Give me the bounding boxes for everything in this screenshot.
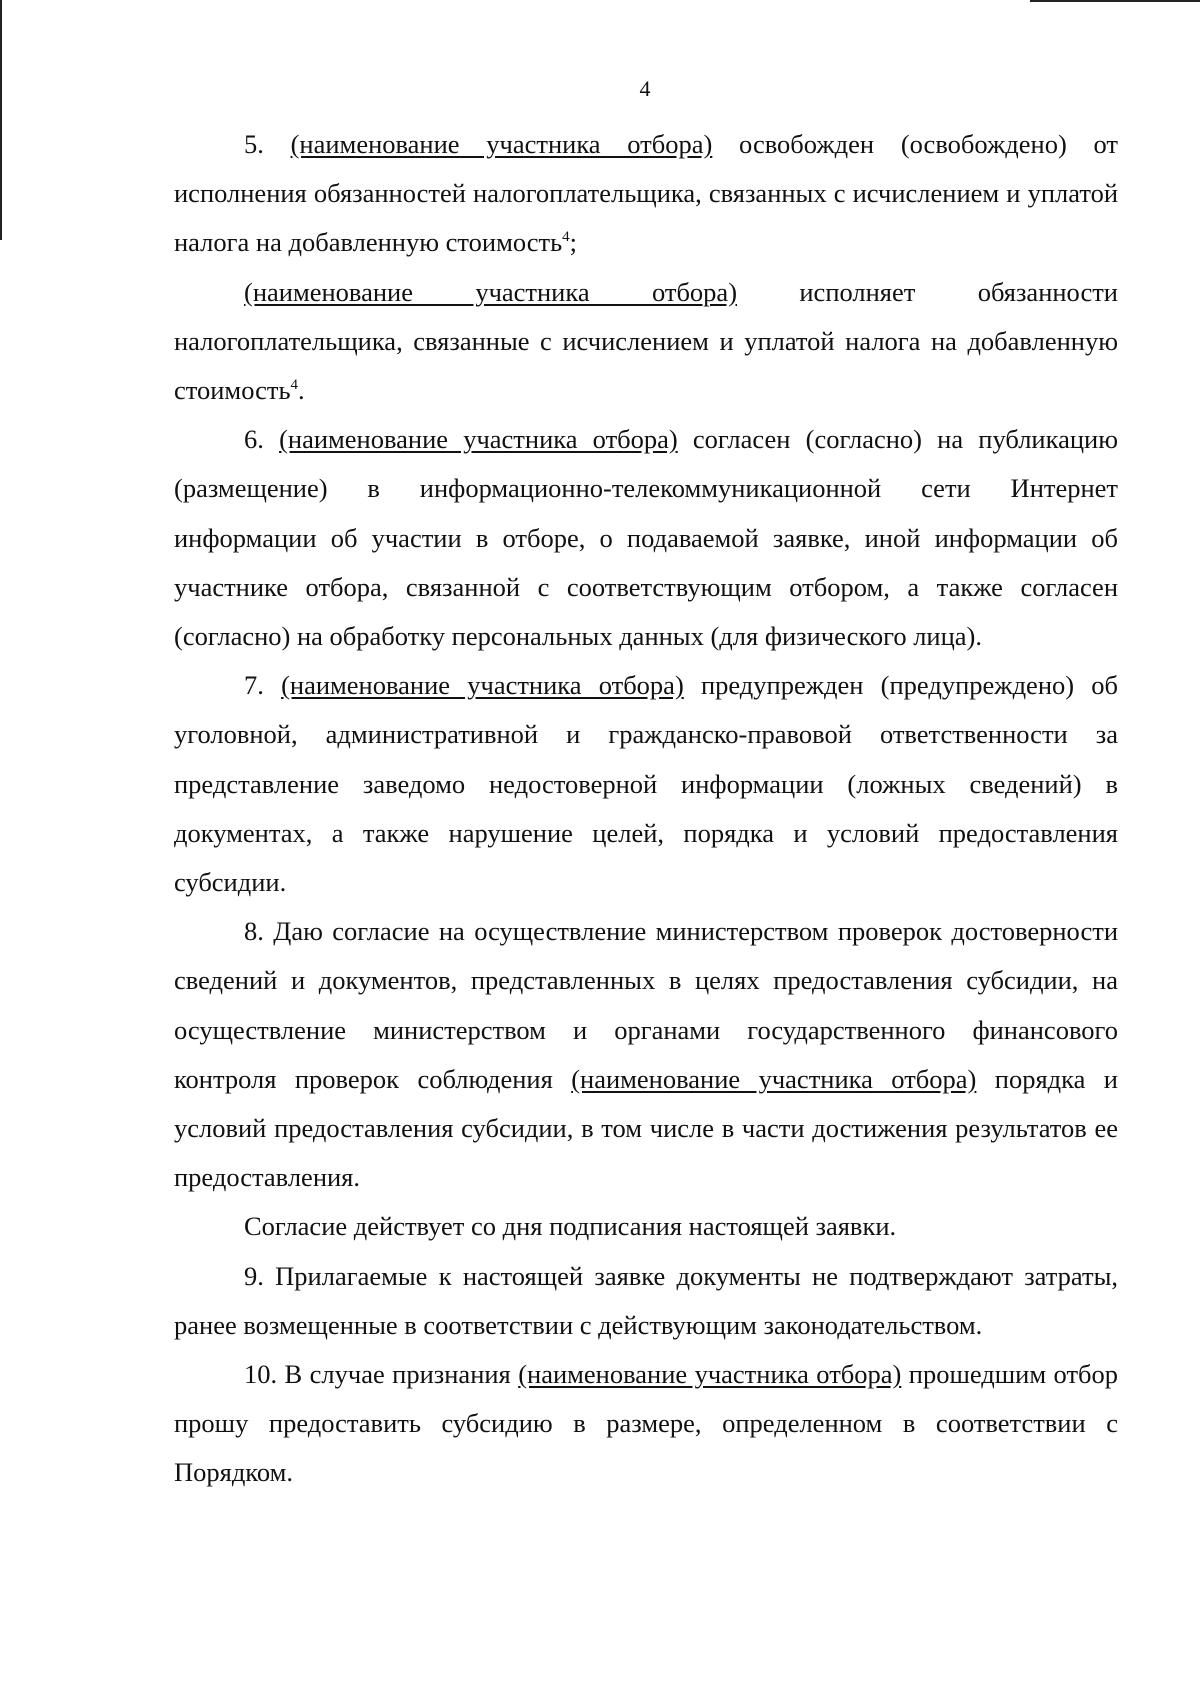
item-number: 6.	[244, 424, 280, 455]
footnote-marker: 4	[562, 229, 570, 246]
paragraph-consent: Согласие действует со дня подписания настоящей заявки.	[244, 1211, 897, 1242]
participant-placeholder: (наименование участника отбора)	[244, 276, 738, 307]
paragraph-text: предупрежден (предупреждено) об уголовной, административной и гражданско-правовой ответственности за представление заведомо недостоверной информации (ложных сведений) в документах, а также нарушение целей, порядка и условий предоставления субсидии.	[174, 670, 1118, 898]
paragraph-text: порядка и условий предоставления субсидии, в том числе в части достижения результатов ее предоставления.	[174, 1063, 1118, 1193]
paragraph-text: исполняет обязанности налогоплательщика, связанные с исчислением и уплатой налога на добавленную стоимость	[174, 276, 1118, 406]
participant-placeholder: (наименование участника отбора)	[290, 129, 713, 159]
page-number: 4	[639, 76, 651, 101]
participant-placeholder: (наименование участника отбора)	[281, 670, 684, 701]
punctuation: .	[298, 375, 305, 406]
paragraph-7	[174, 661, 1118, 907]
participant-placeholder: (наименование участника отбора)	[279, 424, 678, 455]
paragraph-8	[174, 907, 1118, 1202]
paragraph-text: освобожден (освобождено) от исполнения обязанностей налогоплательщика, связанных с исчислением и уплатой налога на добавленную стоимость	[174, 129, 1118, 258]
scan-edge-line-top	[1030, 0, 1200, 2]
item-number: 5.	[244, 129, 291, 159]
punctuation: ;	[569, 227, 578, 258]
paragraph-text: 8. Даю согласие на осуществление министерством проверок достоверности сведений и документов, представленных в целях предоставления субсидии, на осуществление министерством и органами государственного финансового контроля проверок соблюдения	[174, 916, 1118, 1094]
paragraph-10	[174, 1350, 1118, 1498]
item-number: 7.	[244, 670, 282, 701]
paragraph-text: согласен (согласно) на публикацию (размещение) в информационно-телекоммуникационной сети Интернет информации об участии в отборе, о подаваемой заявке, иной информации об участнике отбора, связанной с соответствующим отбором, а также согласен (согласно) на обработку персональных данных (для физического лица).	[174, 424, 1118, 652]
participant-placeholder: (наименование участника отбора)	[571, 1063, 977, 1094]
paragraph-5	[174, 120, 1118, 268]
footnote-marker: 4	[290, 377, 299, 394]
scan-edge-line	[0, 0, 2, 240]
document-body	[174, 120, 1118, 1498]
participant-placeholder: (наименование участника отбора)	[518, 1359, 902, 1390]
paragraph-6	[174, 415, 1118, 661]
paragraph-9: 9. Прилагаемые к настоящей заявке документы не подтверждают затраты, ранее возмещенные в соответствии с действующим законодательством.	[174, 1260, 1118, 1340]
paragraph-text: 10. В случае признания	[244, 1359, 519, 1390]
paragraph-5-alt	[174, 268, 1118, 416]
paragraph-text: прошедшим отбор прошу предоставить субсидию в размере, определенном в соответствии с Порядком.	[174, 1359, 1119, 1488]
